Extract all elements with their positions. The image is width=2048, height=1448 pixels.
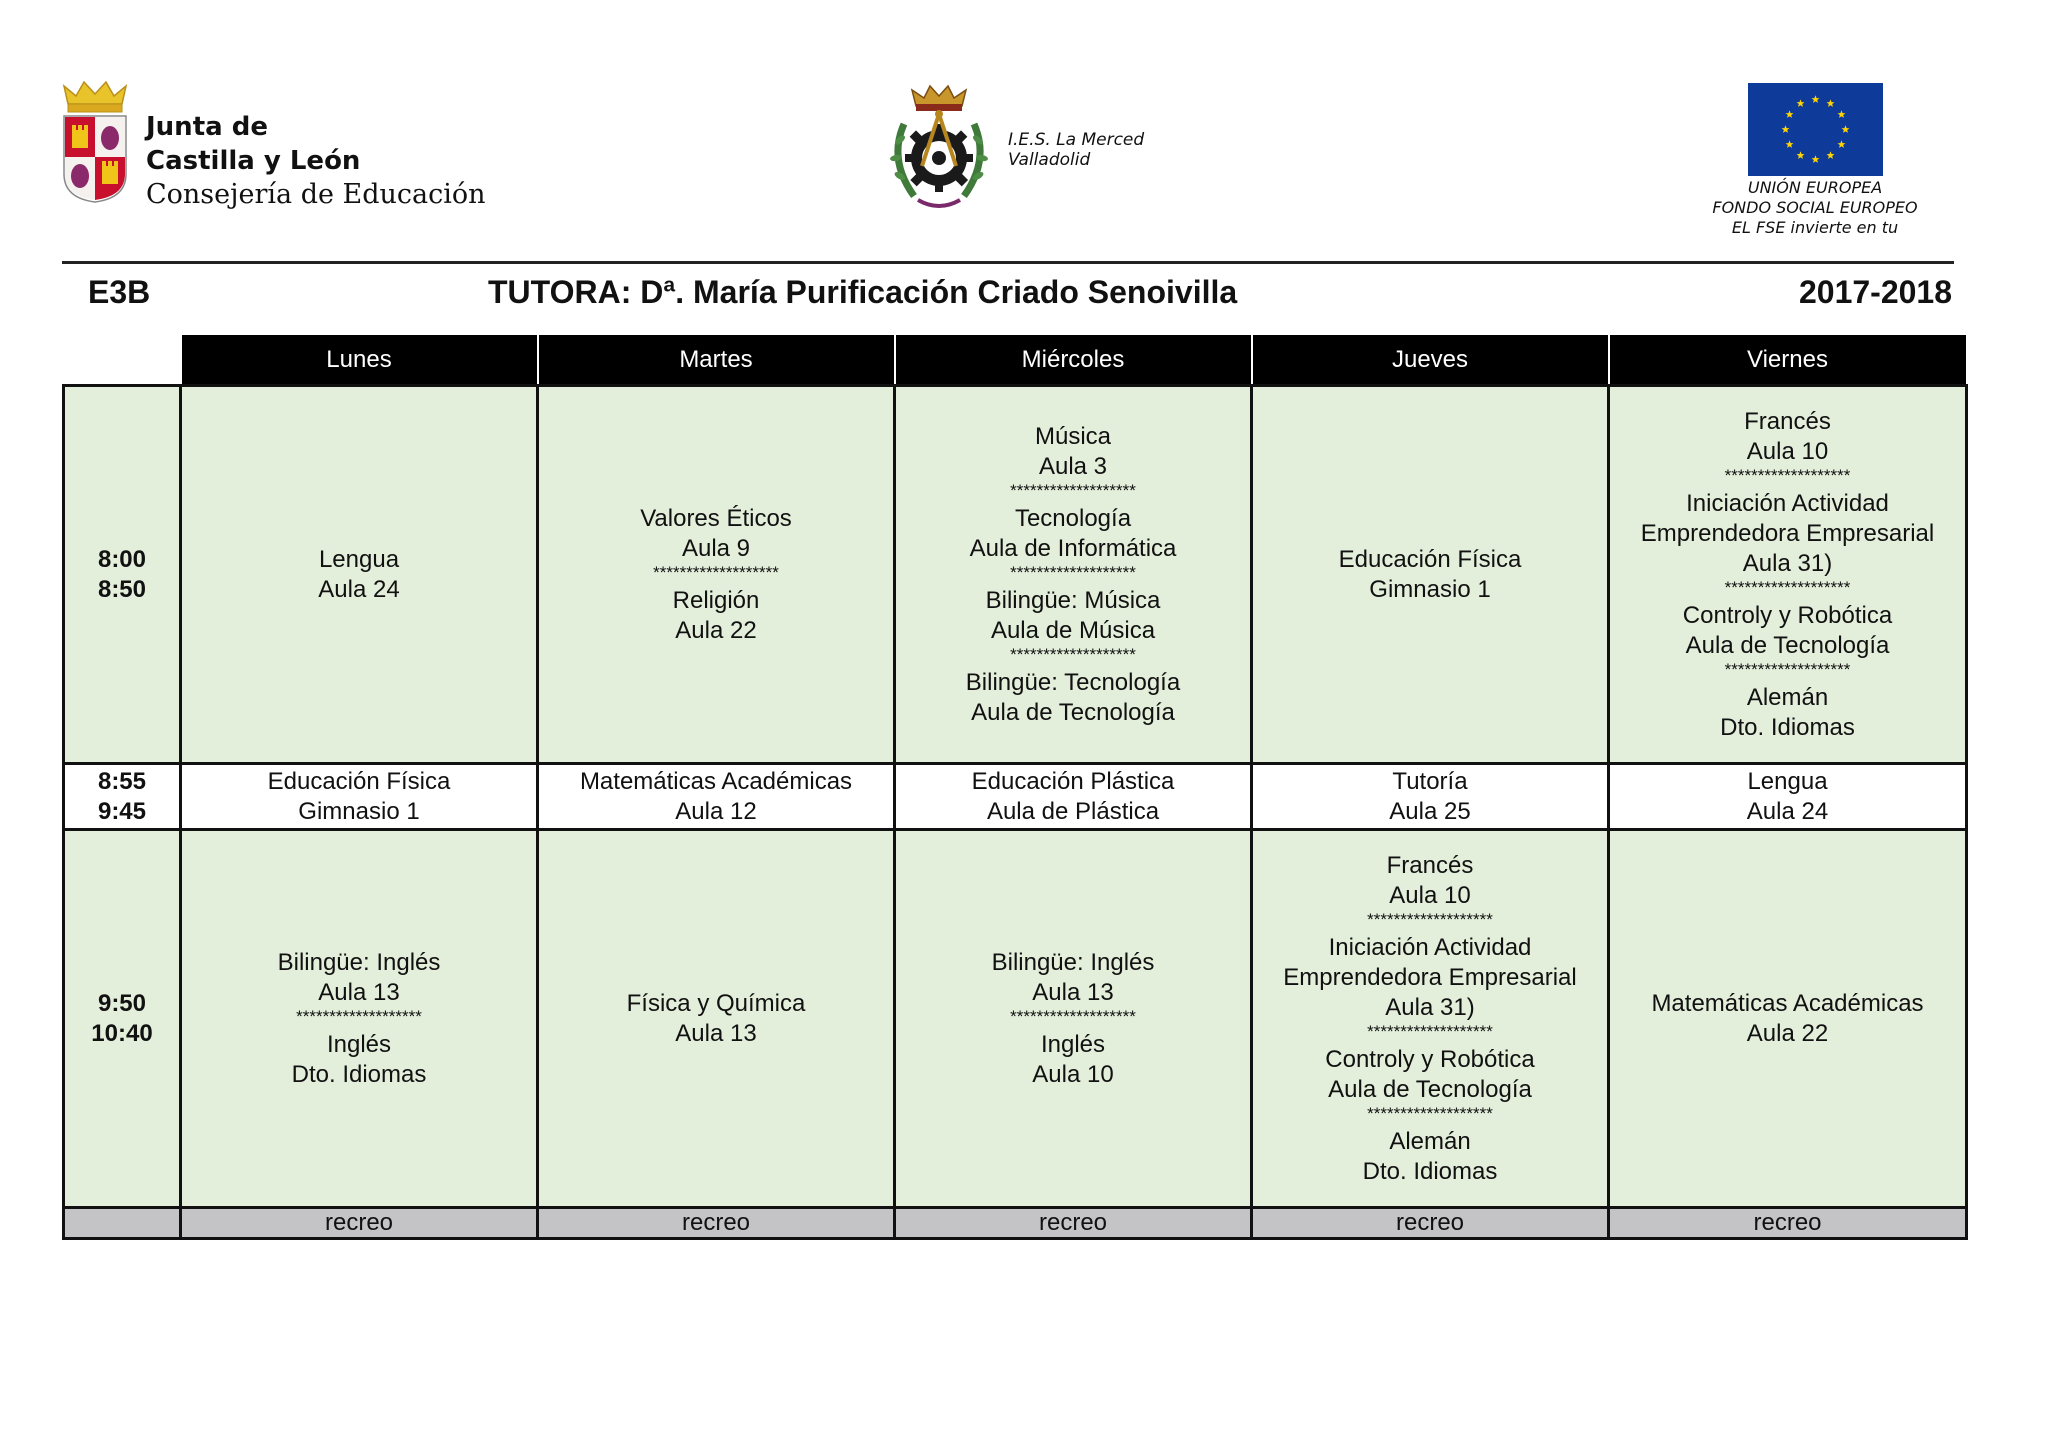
jcyl-line-2: Castilla y León: [146, 146, 361, 176]
classroom-label: Gimnasio 1: [1369, 575, 1491, 603]
tutor-title: TUTORA: Dª. María Purificación Criado Senoivilla: [488, 274, 1238, 310]
subject-label: Francés: [1744, 407, 1831, 435]
break-time-cell: [64, 1208, 181, 1239]
subject-label: Bilingüe: Inglés: [277, 948, 441, 976]
option-separator: *******************: [1367, 909, 1493, 929]
option-separator: *******************: [1367, 1021, 1493, 1041]
period-time-cell: [64, 830, 181, 1208]
junta-castilla-leon-coat-of-arms-logo: [60, 78, 130, 204]
option-separator: *******************: [1724, 659, 1851, 679]
period-row: [64, 764, 1967, 830]
break-cell-miercoles: recreo: [895, 1208, 1252, 1239]
period-row: [64, 830, 1967, 1208]
classroom-label: Aula 9: [681, 534, 751, 562]
classroom-label: Aula 22: [675, 616, 757, 644]
option-separator: *******************: [296, 1006, 422, 1026]
classroom-label: Aula 12: [675, 797, 757, 825]
day-header-row: [64, 335, 1967, 386]
subject-label: Alemán: [1389, 1127, 1471, 1155]
classroom-label: Aula 3: [1038, 452, 1108, 480]
header-divider: [62, 261, 1954, 264]
subject-label: Matemáticas Académicas: [1651, 989, 1924, 1017]
period-end-time: 9:45: [97, 797, 147, 825]
option-separator: *******************: [1010, 644, 1136, 664]
day-header-jueves: Jueves: [1252, 335, 1609, 386]
class-cell-jueves: [1252, 386, 1609, 764]
class-cell-jueves: [1252, 764, 1609, 830]
option-separator: *******************: [1010, 562, 1136, 582]
option-separator: *******************: [653, 562, 779, 582]
classroom-label: Dto. Idiomas: [1720, 713, 1855, 741]
subject-label: Educación Física: [267, 767, 451, 795]
class-cell-lunes: [181, 386, 538, 764]
class-cell-lunes: [181, 830, 538, 1208]
period-row: [64, 386, 1967, 764]
timetable-body: [64, 386, 1967, 1239]
class-cell-viernes: [1609, 386, 1967, 764]
break-cell-martes: recreo: [538, 1208, 895, 1239]
option-separator: *******************: [1010, 480, 1136, 500]
eu-line-1: UNIÓN EUROPEA: [1747, 178, 1883, 197]
school-city: Valladolid: [1008, 150, 1091, 170]
subject-label: Iniciación Actividad: [1328, 933, 1532, 961]
european-union-flag-icon: [1748, 83, 1883, 176]
class-cell-jueves: [1252, 830, 1609, 1208]
subject-label: Bilingüe: Música: [985, 586, 1161, 614]
subject-label: Tecnología: [1014, 504, 1132, 532]
classroom-label: Aula 13: [318, 978, 400, 1006]
day-header-viernes: Viernes: [1609, 335, 1967, 386]
option-separator: *******************: [1724, 577, 1851, 597]
classroom-label: Aula 13: [675, 1019, 757, 1047]
classroom-label: Gimnasio 1: [298, 797, 420, 825]
classroom-label: Aula 10: [1032, 1060, 1114, 1088]
classroom-label: Aula 24: [318, 575, 400, 603]
school-emblem-gear-logo: [886, 80, 992, 214]
classroom-label: Aula de Informática: [969, 534, 1177, 562]
period-start-time: 8:55: [97, 767, 147, 795]
classroom-label: Aula 22: [1746, 1019, 1829, 1047]
classroom-label: Aula 24: [1746, 797, 1829, 825]
classroom-label: Aula de Plástica: [986, 797, 1160, 825]
period-end-time: 8:50: [97, 575, 147, 603]
subject-label: Inglés: [326, 1030, 392, 1058]
class-cell-martes: [538, 830, 895, 1208]
classroom-label: Aula 13: [1032, 978, 1114, 1006]
break-cell-jueves: recreo: [1252, 1208, 1609, 1239]
option-separator: *******************: [1010, 1006, 1136, 1026]
class-cell-miercoles: [895, 386, 1252, 764]
timetable: [62, 335, 1968, 1240]
period-time-cell: [64, 764, 181, 830]
subject-label: Emprendedora Empresarial: [1640, 519, 1935, 547]
period-time-cell: [64, 386, 181, 764]
eu-line-2: FONDO SOCIAL EUROPEO: [1712, 198, 1918, 217]
school-name-block: [1008, 130, 1144, 170]
subject-label: Emprendedora Empresarial: [1283, 963, 1577, 991]
header-corner: [64, 335, 181, 386]
subject-label: Bilingüe: Tecnología: [965, 668, 1181, 696]
class-cell-lunes: [181, 764, 538, 830]
subject-label: Lengua: [1747, 767, 1828, 795]
classroom-label: Dto. Idiomas: [1362, 1157, 1498, 1185]
subject-label: Religión: [672, 586, 760, 614]
period-start-time: 9:50: [97, 989, 147, 1017]
class-cell-martes: [538, 764, 895, 830]
subject-label: Lengua: [318, 545, 400, 573]
subject-label: Inglés: [1040, 1030, 1106, 1058]
option-separator: *******************: [1367, 1103, 1493, 1123]
school-name: I.E.S. La Merced: [1008, 130, 1145, 150]
eu-caption-block: [1700, 178, 1930, 238]
subject-label: Educación Plástica: [971, 767, 1175, 795]
classroom-label: Dto. Idiomas: [291, 1060, 427, 1088]
classroom-label: Aula 31): [1385, 993, 1475, 1021]
option-separator: *******************: [1724, 465, 1851, 485]
break-cell-lunes: recreo: [181, 1208, 538, 1239]
subject-label: Valores Éticos: [640, 504, 792, 532]
subject-label: Controly y Robótica: [1325, 1045, 1535, 1073]
subject-label: Física y Química: [626, 989, 806, 1017]
classroom-label: Aula de Tecnología: [1328, 1075, 1532, 1103]
day-header-miercoles: Miércoles: [895, 335, 1252, 386]
class-cell-viernes: [1609, 830, 1967, 1208]
subject-label: Bilingüe: Inglés: [991, 948, 1155, 976]
break-cell-viernes: recreo: [1609, 1208, 1967, 1239]
subject-label: Francés: [1386, 851, 1474, 879]
classroom-label: Aula 25: [1389, 797, 1471, 825]
classroom-label: Aula 10: [1746, 437, 1829, 465]
subject-label: Matemáticas Académicas: [579, 767, 853, 795]
class-cell-miercoles: [895, 764, 1252, 830]
subject-label: Alemán: [1746, 683, 1829, 711]
class-cell-martes: [538, 386, 895, 764]
subject-label: Controly y Robótica: [1682, 601, 1893, 629]
classroom-label: Aula de Música: [990, 616, 1156, 644]
eu-line-3: EL FSE invierte en tu: [1731, 218, 1899, 237]
subject-label: Música: [1034, 422, 1112, 450]
break-row: [64, 1208, 1967, 1239]
classroom-label: Aula de Tecnología: [971, 698, 1175, 726]
day-header-martes: Martes: [538, 335, 895, 386]
classroom-label: Aula de Tecnología: [1685, 631, 1890, 659]
period-end-time: 10:40: [91, 1019, 153, 1047]
classroom-label: Aula 10: [1389, 881, 1471, 909]
jcyl-title-block: [146, 110, 486, 212]
subject-label: Educación Física: [1338, 545, 1522, 573]
class-cell-miercoles: [895, 830, 1252, 1208]
day-header-lunes: Lunes: [181, 335, 538, 386]
jcyl-line-3: Consejería de Educación: [146, 179, 486, 210]
school-year: 2017-2018: [1798, 274, 1952, 310]
jcyl-line-1: Junta de: [146, 112, 268, 142]
period-start-time: 8:00: [97, 545, 147, 573]
classroom-label: Aula 31): [1742, 549, 1833, 577]
subject-label: Iniciación Actividad: [1686, 489, 1889, 517]
subject-label: Tutoría: [1392, 767, 1468, 795]
class-cell-viernes: [1609, 764, 1967, 830]
class-group-label: E3B: [88, 274, 151, 310]
